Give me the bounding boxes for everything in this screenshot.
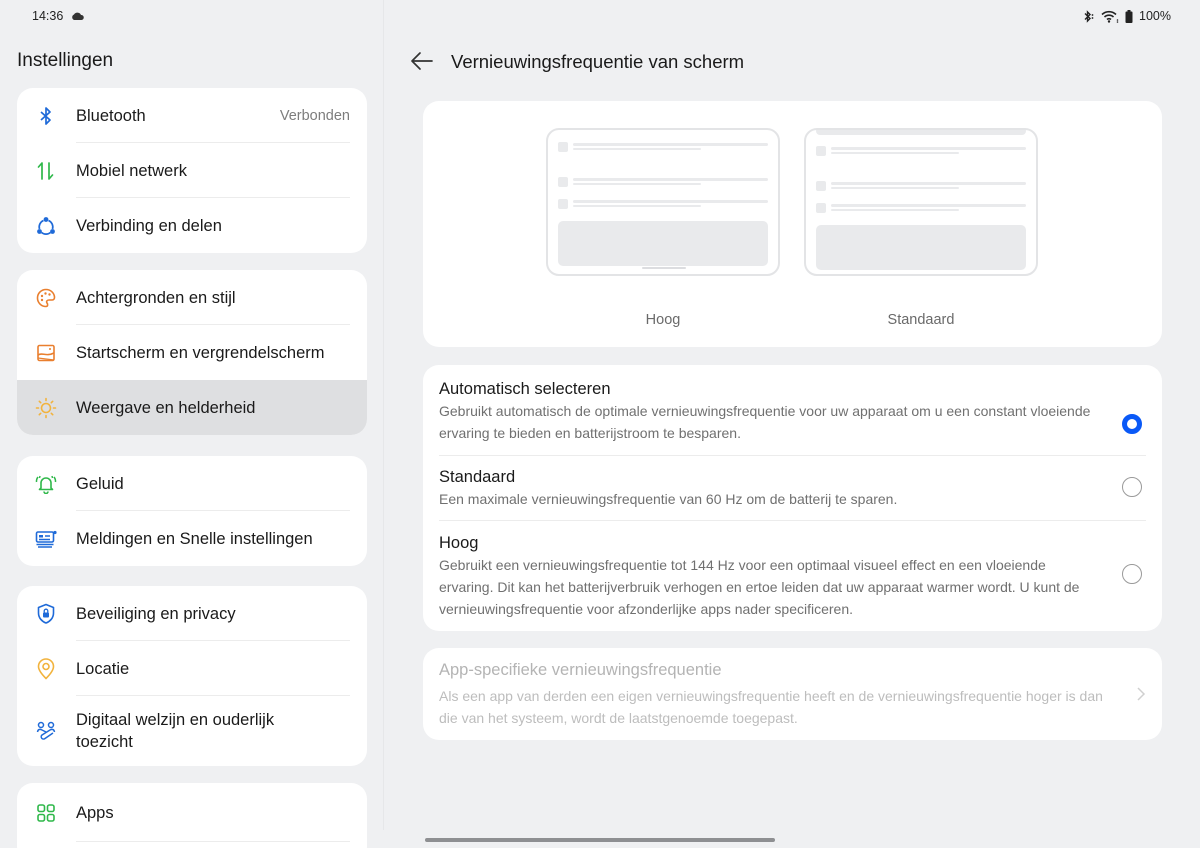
wellbeing-icon <box>35 720 57 742</box>
bell-icon <box>35 473 57 495</box>
preview-home-bar <box>642 267 686 269</box>
option-title: Hoog <box>439 534 479 552</box>
preview-block <box>816 225 1026 270</box>
sidebar-item-apps[interactable] <box>17 783 367 842</box>
option-description: Gebruikt automatisch de optimale vernieuwingsfrequentie voor uw apparaat om u een constant vloeiende ervaring te bieden en batterijstroom te besparen. <box>439 403 1091 441</box>
sidebar-item-wallpapers-style[interactable] <box>17 270 367 325</box>
divider <box>439 455 1146 456</box>
chevron-right-icon <box>1136 686 1146 702</box>
arrow-left-icon <box>410 50 434 72</box>
sidebar-item-label: Bluetooth <box>76 106 146 125</box>
sidebar-item-label: Geluid <box>76 474 124 493</box>
sidebar-item-connection-sharing[interactable] <box>17 198 367 253</box>
option-description: Een maximale vernieuwingsfrequentie van 60 Hz om de batterij te sparen. <box>439 491 898 507</box>
sidebar-item-label-line1: Digitaal welzijn en ouderlijk <box>76 711 275 729</box>
sidebar-item-label: Meldingen en Snelle instellingen <box>76 529 313 548</box>
option-description: Gebruikt een vernieuwingsfrequentie tot 144 Hz voor een optimaal visueel effect en een vloeiende ervaring. Dit kan het batterijverbruik verhogen en ertoe leiden dat uw apparaat warmer wordt. U kunt de vernieuwingsfrequentie voor afzonderlijke apps nader specificeren. <box>439 557 1080 617</box>
pane-divider <box>383 0 384 830</box>
sidebar-item-notifications[interactable] <box>17 511 367 566</box>
app-specific-description: Als een app van derden een eigen vernieuwingsfrequentie heeft en de vernieuwingsfrequentie hoger is dan die van het systeem, wordt de laatstgenoemde toegepast. <box>439 688 1103 726</box>
option-standard[interactable] <box>439 466 1146 522</box>
sidebar-item-label: Beveiliging en privacy <box>76 604 236 623</box>
sidebar-item-digital-wellbeing[interactable] <box>17 696 367 766</box>
sidebar-item-mobile-network[interactable] <box>17 143 367 198</box>
option-high[interactable] <box>439 532 1146 620</box>
sidebar-item-label: Achtergronden en stijl <box>76 288 236 307</box>
bluetooth-icon <box>35 105 57 127</box>
preview-row <box>558 177 768 191</box>
app-specific-title: App-specifieke vernieuwingsfrequentie <box>439 661 722 679</box>
app-specific-refresh-rate[interactable] <box>423 648 1162 740</box>
sidebar-item-bluetooth[interactable] <box>17 88 367 143</box>
preview-row <box>816 203 1026 217</box>
sidebar-item-label: Weergave en helderheid <box>76 398 256 417</box>
radio-standard[interactable] <box>1122 477 1142 497</box>
sidebar-item-label: Apps <box>76 803 114 822</box>
sidebar-item-label: Mobiel netwerk <box>76 161 187 180</box>
preview-topbar <box>816 130 1026 135</box>
preview-high-illustration <box>546 128 780 276</box>
sidebar-group-sound-notifications <box>17 456 367 566</box>
page-title: Vernieuwingsfrequentie van scherm <box>451 51 745 72</box>
preview-label-standard: Standaard <box>887 312 955 328</box>
bluetooth-icon <box>1083 10 1095 23</box>
preview-standard-illustration <box>804 128 1038 276</box>
sidebar-item-label-line2: toezicht <box>76 733 133 751</box>
preview-label-high: Hoog <box>645 312 681 328</box>
sidebar-item-location[interactable] <box>17 641 367 696</box>
bluetooth-status: Verbonden <box>279 107 350 124</box>
sidebar-item-security-privacy[interactable] <box>17 586 367 641</box>
sidebar-group-personalization <box>17 270 367 435</box>
wifi-icon <box>1101 10 1119 23</box>
notifications-icon <box>35 528 57 550</box>
sidebar-group-apps <box>17 783 367 848</box>
option-title: Automatisch selecteren <box>439 380 611 398</box>
divider <box>76 841 350 842</box>
sun-icon <box>35 397 57 419</box>
option-auto-select[interactable] <box>439 378 1146 456</box>
battery-icon <box>1125 10 1133 23</box>
sidebar-item-label: Verbinding en delen <box>76 216 222 235</box>
preview-row <box>558 199 768 213</box>
share-icon <box>35 215 57 237</box>
radio-high[interactable] <box>1122 564 1142 584</box>
location-icon <box>35 658 57 680</box>
clock: 14:36 <box>32 9 64 23</box>
battery-percentage: 100% <box>1139 9 1171 23</box>
settings-sidebar <box>0 0 384 848</box>
sidebar-item-label: Locatie <box>76 659 130 678</box>
divider <box>439 520 1146 521</box>
sidebar-group-connectivity <box>17 88 367 253</box>
sidebar-item-sound[interactable] <box>17 456 367 511</box>
refresh-rate-options-card <box>423 365 1162 631</box>
preview-row <box>816 181 1026 195</box>
sidebar-group-security <box>17 586 367 766</box>
preview-row <box>816 146 1026 160</box>
refresh-rate-preview-card <box>423 101 1162 347</box>
palette-icon <box>35 287 57 309</box>
option-title: Standaard <box>439 468 516 486</box>
sidebar-title: Instellingen <box>17 50 114 71</box>
gesture-navigation-handle[interactable] <box>425 838 775 842</box>
apps-icon <box>35 802 57 824</box>
status-bar-right <box>1083 9 1171 23</box>
preview-row <box>558 142 768 156</box>
shield-lock-icon <box>35 603 57 625</box>
back-button[interactable] <box>410 50 434 72</box>
preview-block <box>558 221 768 266</box>
wallpaper-icon <box>35 342 57 364</box>
sidebar-item-display-brightness[interactable] <box>17 380 367 435</box>
radio-auto-select[interactable] <box>1122 414 1142 434</box>
sidebar-item-home-lock-screen[interactable] <box>17 325 367 380</box>
sidebar-item-label: Startscherm en vergrendelscherm <box>76 343 325 362</box>
sidebar-item-label <box>76 709 274 753</box>
mobile-data-icon <box>35 160 57 182</box>
